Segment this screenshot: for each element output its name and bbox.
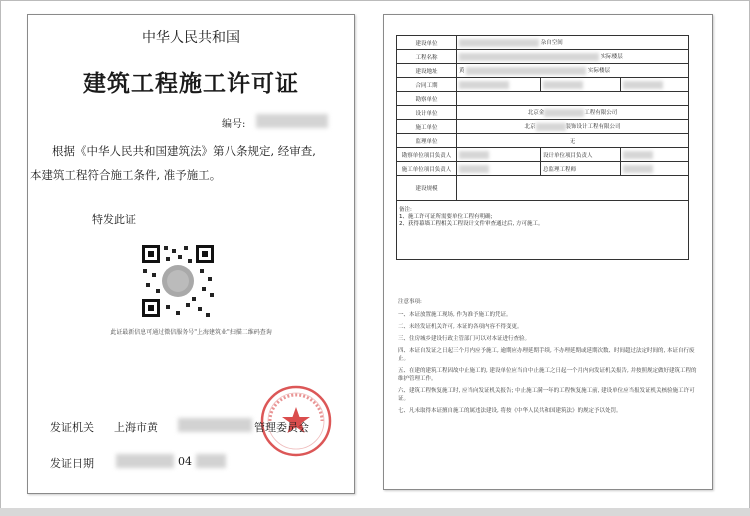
issuer-name-redacted bbox=[178, 418, 252, 432]
notice-section bbox=[398, 297, 698, 419]
remarks-cell bbox=[397, 201, 689, 260]
row-label: 建设地址 bbox=[397, 64, 457, 78]
table-row bbox=[397, 134, 689, 148]
table-row bbox=[397, 176, 689, 201]
notice-item: 二、未经发证机关许可, 本证的各项内容不得变更。 bbox=[398, 324, 523, 330]
issuer-name-suffix: 管理委员会 bbox=[254, 421, 309, 434]
country-heading: 中华人民共和国 bbox=[142, 30, 240, 46]
table-row bbox=[397, 148, 689, 162]
remark-item: 2、获得幕墙工程相关工程设计文件审查通过后, 方可施工。 bbox=[399, 221, 544, 227]
row-value: 无 bbox=[457, 134, 689, 148]
row-label: 施工单位 bbox=[397, 120, 457, 134]
table-row bbox=[397, 120, 689, 134]
row-label: 设计单位 bbox=[397, 106, 457, 120]
table-row bbox=[397, 36, 689, 50]
row-value: 杂自空间 bbox=[457, 36, 689, 50]
legal-basis-line2: 本建筑工程符合施工条件, 准予施工。 bbox=[30, 168, 222, 182]
issue-date-redacted-2 bbox=[196, 454, 226, 468]
remark-item: 1、施工许可证所需要单位工程有明确; bbox=[399, 214, 493, 220]
qr-verification-note: 此证最新信息可通过微信服务号"上海建筑业"扫描二维码查询 bbox=[110, 329, 272, 336]
row-label: 勘察单位 bbox=[397, 92, 457, 106]
issuance-note: 特发此证 bbox=[92, 213, 136, 226]
issuer-name-prefix: 上海市黄 bbox=[114, 421, 158, 434]
qr-code-icon bbox=[140, 243, 216, 319]
table-row bbox=[397, 162, 689, 176]
row-value bbox=[457, 92, 689, 106]
row-value: 北京 装饰设计工程有限公司 bbox=[457, 120, 689, 134]
table-row bbox=[397, 64, 689, 78]
row-label: 工程名称 bbox=[397, 50, 457, 64]
table-row bbox=[397, 50, 689, 64]
notice-item: 三、住房城乡建设行政主管部门可以对本证进行查验。 bbox=[398, 336, 531, 342]
table-row bbox=[397, 201, 689, 260]
issue-date-label: 发证日期 bbox=[50, 457, 94, 470]
permit-title: 建筑工程施工许可证 bbox=[83, 70, 299, 97]
bottom-scroll-edge bbox=[0, 508, 750, 516]
row-label: 建设单位 bbox=[397, 36, 457, 50]
row-value: 实际楼层 bbox=[457, 50, 689, 64]
table-row bbox=[397, 106, 689, 120]
row-value bbox=[457, 176, 689, 201]
permit-number-label: 编号: bbox=[222, 119, 246, 130]
row-value: 黄 实际楼层 bbox=[457, 64, 689, 78]
permit-detail-page bbox=[383, 14, 713, 490]
notice-title: 注意事项: bbox=[398, 299, 422, 305]
issue-date-partial: 04 bbox=[178, 455, 192, 468]
row-label: 施工单位项目负责人 bbox=[397, 162, 457, 176]
row-role: 设计单位项目负责人 bbox=[541, 148, 621, 162]
table-row bbox=[397, 78, 689, 92]
notice-item: 一、本证放置施工现场, 作为准予施工的凭证。 bbox=[398, 312, 512, 318]
issue-date-redacted-1 bbox=[116, 454, 174, 468]
issuer-label: 发证机关 bbox=[50, 421, 94, 434]
notice-item: 五、在建的建筑工程因故中止施工的, 建设单位应当自中止施工之日起一个月内向发证机关报告, 并按照规定做好建筑工程的维护管理工作。 bbox=[398, 368, 697, 382]
permit-cover-page bbox=[27, 14, 355, 494]
notice-item: 四、本证自发证之日起三个月内应予施工, 逾期应办理延期手续, 不办理延期或延期次数、时间超过法定时间的, 本证自行废止。 bbox=[398, 348, 695, 362]
project-info-table bbox=[396, 35, 689, 260]
row-value bbox=[457, 78, 541, 92]
row-label: 勘察单位项目负责人 bbox=[397, 148, 457, 162]
row-role: 总监理工程师 bbox=[541, 162, 621, 176]
table-row bbox=[397, 92, 689, 106]
legal-basis-line1: 根据《中华人民共和国建筑法》第八条规定, 经审查, bbox=[52, 144, 316, 158]
row-label: 建设规模 bbox=[397, 176, 457, 201]
notice-item: 七、凡未取得本证擅自施工的属违法建设, 将按《中华人民共和国建筑法》的规定予以处罚。 bbox=[398, 408, 622, 414]
permit-number-redacted bbox=[256, 114, 328, 128]
row-value: 北京金 工程有限公司 bbox=[457, 106, 689, 120]
row-label: 监理单位 bbox=[397, 134, 457, 148]
notice-item: 六、建筑工程恢复施工时, 应当向发证机关报告; 中止施工满一年的工程恢复施工前, 建设单位应当报发证机关核验施工许可证。 bbox=[398, 388, 695, 402]
remarks-label: 备注: bbox=[399, 207, 412, 213]
row-label: 合同工期 bbox=[397, 78, 457, 92]
